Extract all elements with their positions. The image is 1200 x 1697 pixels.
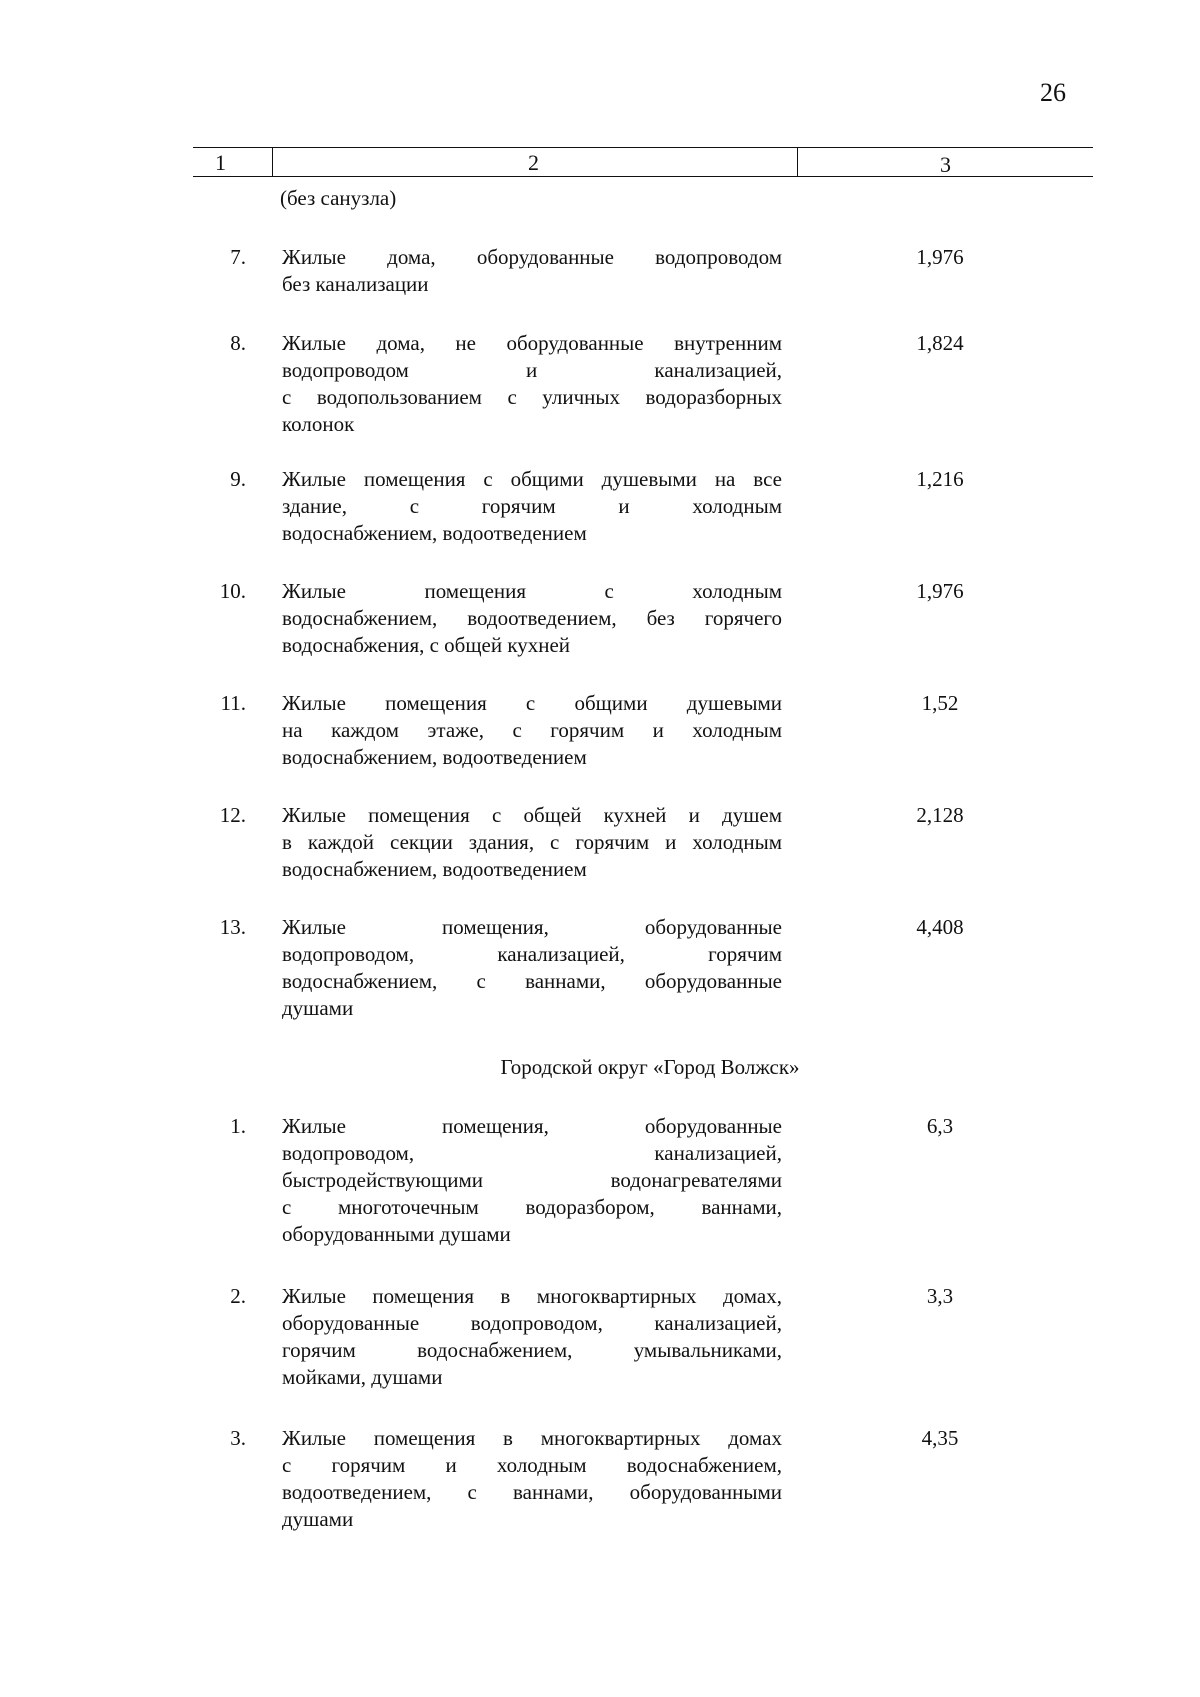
row-description-line: Жилые помещения, оборудованные — [282, 915, 782, 939]
row-description-line: водопроводом и канализацией, — [282, 358, 782, 382]
column-header-2: 2 — [528, 150, 539, 175]
row-description-line: в каждой секции здания, с горячим и холодным — [282, 830, 782, 854]
row-description — [282, 578, 782, 659]
row-value: 4,35 — [921, 1426, 959, 1450]
row-value: 4,408 — [916, 915, 964, 939]
row-value: 1,216 — [916, 467, 964, 491]
row-description-line: Жилые помещения с общей кухней и душем — [282, 803, 782, 827]
row-value: 1,824 — [916, 331, 964, 355]
row-description-line: душами — [282, 996, 354, 1020]
row-description — [282, 690, 782, 771]
row-description-line: горячим водоснабжением, умывальниками, — [282, 1338, 782, 1362]
row-description-line: водоснабжением, водоотведением — [282, 521, 587, 545]
row-description-line: с водопользованием с уличных водоразборных — [282, 385, 782, 409]
row-description-line: Жилые дома, оборудованные водопроводом — [282, 245, 782, 269]
row-value: 6,3 — [926, 1114, 954, 1138]
row-number: 8. — [230, 331, 246, 355]
row-description — [282, 914, 782, 1022]
row-description-line: водопроводом, канализацией, горячим — [282, 942, 782, 966]
row-description-line: Жилые помещения в многоквартирных домах, — [282, 1284, 782, 1308]
row-description-line: водоснабжения, с общей кухней — [282, 633, 571, 657]
header-bottom-rule — [193, 176, 1093, 177]
row-value: 1,52 — [921, 691, 959, 715]
row-description-line: здание, с горячим и холодным — [282, 494, 782, 518]
column-header-1: 1 — [215, 150, 226, 175]
row-description-line: Жилые помещения, оборудованные — [282, 1114, 782, 1138]
row-description — [282, 1425, 782, 1533]
row-description-line: на каждом этаже, с горячим и холодным — [282, 718, 782, 742]
row-description-line: Жилые помещения в многоквартирных домах — [282, 1426, 782, 1450]
row-description — [282, 330, 782, 438]
row-value: 1,976 — [916, 245, 964, 269]
column-header-3: 3 — [940, 152, 951, 177]
row-description-line: с горячим и холодным водоснабжением, — [282, 1453, 782, 1477]
row-description-line: водоснабжением, с ваннами, оборудованные — [282, 969, 782, 993]
row-description-line: душами — [282, 1507, 354, 1531]
row-description-line: Жилые дома, не оборудованные внутренним — [282, 331, 782, 355]
row-description-line: водоотведением, с ваннами, оборудованными — [282, 1480, 782, 1504]
row-number: 3. — [230, 1426, 246, 1450]
row-description-line: водопроводом, канализацией, — [282, 1141, 782, 1165]
row-description-line: без канализации — [282, 272, 429, 296]
continuation-text: (без санузла) — [280, 186, 397, 210]
row-number: 1. — [230, 1114, 246, 1138]
header-divider-1 — [272, 147, 273, 176]
row-number: 7. — [230, 245, 246, 269]
row-description — [282, 1113, 782, 1248]
row-description-line: оборудованные водопроводом, канализацией, — [282, 1311, 782, 1335]
row-number: 12. — [219, 803, 246, 827]
row-number: 11. — [220, 691, 246, 715]
row-description-line: Жилые помещения с общими душевыми — [282, 691, 782, 715]
row-description — [282, 1283, 782, 1391]
row-description — [282, 244, 782, 298]
row-description — [282, 466, 782, 547]
row-value: 3,3 — [926, 1284, 954, 1308]
row-description-line: оборудованными душами — [282, 1222, 511, 1246]
row-description — [282, 802, 782, 883]
row-description-line: быстродействующими водонагревателями — [282, 1168, 782, 1192]
row-number: 10. — [219, 579, 246, 603]
row-number: 2. — [230, 1284, 246, 1308]
row-description-line: Жилые помещения с холодным — [282, 579, 782, 603]
row-description-line: водоснабжением, водоотведением, без горячего — [282, 606, 782, 630]
row-description-line: колонок — [282, 412, 355, 436]
page-number: 26 — [1040, 78, 1066, 107]
row-description-line: водоснабжением, водоотведением — [282, 857, 587, 881]
header-divider-2 — [797, 147, 798, 176]
row-description-line: водоснабжением, водоотведением — [282, 745, 587, 769]
row-description-line: с многоточечным водоразбором, ваннами, — [282, 1195, 782, 1219]
row-number: 13. — [219, 915, 246, 939]
section-title: Городской округ «Город Волжск» — [500, 1055, 800, 1079]
row-description-line: мойками, душами — [282, 1365, 443, 1389]
row-description-line: Жилые помещения с общими душевыми на все — [282, 467, 782, 491]
row-value: 2,128 — [916, 803, 964, 827]
row-value: 1,976 — [916, 579, 964, 603]
row-number: 9. — [230, 467, 246, 491]
header-top-rule — [193, 147, 1093, 148]
